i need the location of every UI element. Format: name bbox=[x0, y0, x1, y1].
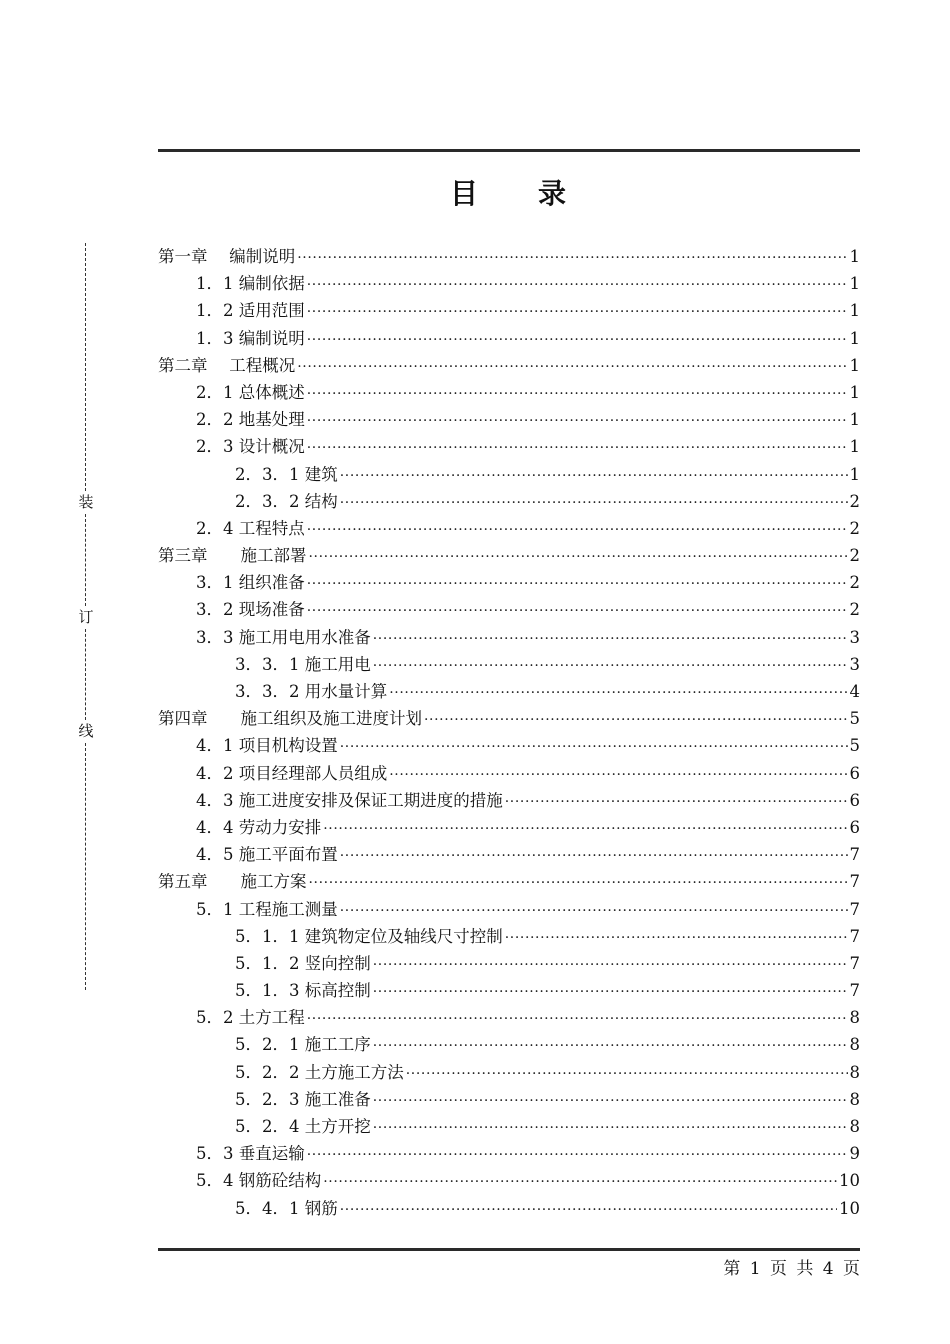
toc-page-number: 6 bbox=[849, 817, 860, 837]
toc-entry[interactable] bbox=[158, 569, 860, 596]
binding-dash-1 bbox=[85, 243, 86, 491]
toc-entry[interactable] bbox=[158, 814, 860, 841]
toc-leader-dots bbox=[309, 870, 848, 897]
toc-leader-dots bbox=[307, 1006, 848, 1033]
toc-entry[interactable] bbox=[158, 678, 860, 705]
page-title bbox=[158, 172, 860, 212]
toc-entry-label: 4．1 项目机构设置 bbox=[196, 736, 338, 756]
toc-entry-label: 5．4 钢筋砼结构 bbox=[196, 1171, 322, 1191]
binding-char-xian: 线 bbox=[76, 721, 96, 741]
toc-entry-label: 5．2．4 土方开挖 bbox=[235, 1117, 371, 1136]
toc-page-number: 1 bbox=[849, 328, 860, 348]
toc-entry-label: 5．1．1 建筑物定位及轴线尺寸控制 bbox=[235, 926, 503, 946]
toc-leader-dots bbox=[323, 1169, 837, 1196]
toc-entry-label: 4．4 劳动力安排 bbox=[196, 817, 322, 837]
toc-entry[interactable] bbox=[158, 325, 860, 352]
toc-leader-dots bbox=[340, 463, 848, 490]
toc-leader-dots bbox=[307, 1142, 848, 1169]
toc-leader-dots bbox=[307, 299, 848, 326]
toc-entry[interactable] bbox=[158, 433, 860, 460]
toc-page-number: 6 bbox=[849, 763, 860, 783]
toc-page-number: 7 bbox=[849, 926, 860, 946]
toc-entry-label: 5．1．3 标高控制 bbox=[235, 981, 371, 1001]
toc-entry-label: 第一章 编制说明 bbox=[158, 247, 296, 266]
toc-entry[interactable] bbox=[158, 651, 860, 678]
table-of-contents bbox=[158, 243, 860, 1222]
toc-entry[interactable] bbox=[158, 841, 860, 868]
toc-entry-label: 2．3．1 建筑 bbox=[235, 464, 338, 484]
toc-leader-dots bbox=[373, 1088, 848, 1115]
toc-page-number: 3 bbox=[849, 654, 860, 674]
toc-page-number: 7 bbox=[849, 845, 860, 865]
toc-leader-dots bbox=[307, 381, 848, 408]
toc-entry[interactable] bbox=[158, 297, 860, 324]
toc-entry-label: 5．2．1 施工工序 bbox=[235, 1035, 371, 1055]
toc-leader-dots bbox=[373, 979, 848, 1006]
toc-entry[interactable] bbox=[158, 705, 860, 732]
toc-leader-dots bbox=[389, 680, 847, 707]
toc-page-number: 7 bbox=[849, 899, 860, 919]
toc-leader-dots bbox=[505, 789, 848, 816]
toc-page-number: 2 bbox=[849, 518, 860, 538]
toc-page-number: 10 bbox=[839, 1198, 860, 1218]
binding-dash-3 bbox=[85, 629, 86, 720]
toc-entry[interactable] bbox=[158, 406, 860, 433]
binding-dash-2 bbox=[85, 514, 86, 606]
toc-page-number: 4 bbox=[849, 682, 860, 701]
toc-entry-label: 5．1．2 竖向控制 bbox=[235, 953, 371, 973]
toc-entry-label: 2．4 工程特点 bbox=[196, 518, 305, 538]
toc-entry-label: 4．2 项目经理部人员组成 bbox=[196, 763, 388, 783]
toc-page-number: 2 bbox=[849, 600, 860, 620]
toc-entry-label: 5．2．3 施工准备 bbox=[235, 1089, 371, 1109]
footer-rule bbox=[158, 1248, 860, 1251]
toc-page-number: 8 bbox=[849, 1035, 860, 1055]
toc-entry[interactable] bbox=[158, 461, 860, 488]
toc-leader-dots bbox=[373, 653, 848, 680]
toc-page-number: 7 bbox=[849, 872, 860, 892]
toc-entry-label: 5．2．2 土方施工方法 bbox=[235, 1062, 404, 1082]
toc-leader-dots bbox=[307, 327, 848, 354]
toc-page-number: 1 bbox=[849, 274, 860, 294]
toc-entry-label: 2．2 地基处理 bbox=[196, 410, 305, 430]
toc-page-number: 1 bbox=[849, 355, 860, 375]
toc-entry[interactable] bbox=[158, 624, 860, 651]
header-rule bbox=[158, 149, 860, 152]
toc-entry-label: 第三章 施工部署 bbox=[158, 546, 307, 566]
toc-page-number: 5 bbox=[849, 736, 860, 756]
toc-page-number: 2 bbox=[849, 546, 860, 566]
toc-entry[interactable] bbox=[158, 515, 860, 542]
toc-entry-label: 1．2 适用范围 bbox=[196, 301, 305, 321]
toc-entry[interactable] bbox=[158, 977, 860, 1004]
toc-entry-label: 5．2 土方工程 bbox=[196, 1008, 305, 1028]
toc-leader-dots bbox=[309, 544, 848, 571]
toc-entry-label: 3．3．1 施工用电 bbox=[235, 654, 371, 674]
toc-entry-label: 2．3 设计概况 bbox=[196, 437, 305, 457]
toc-entry-label: 1．3 编制说明 bbox=[196, 328, 305, 348]
toc-leader-dots bbox=[307, 272, 848, 299]
toc-leader-dots bbox=[373, 1033, 848, 1060]
toc-entry[interactable] bbox=[158, 760, 860, 787]
toc-entry-label: 3．3 施工用电用水准备 bbox=[196, 627, 371, 647]
toc-page-number: 1 bbox=[849, 410, 860, 430]
toc-leader-dots bbox=[307, 517, 848, 544]
toc-entry-label: 第五章 施工方案 bbox=[158, 872, 307, 892]
toc-page-number: 8 bbox=[849, 1117, 860, 1136]
toc-leader-dots bbox=[505, 925, 848, 952]
toc-leader-dots bbox=[340, 490, 848, 517]
toc-entry[interactable] bbox=[158, 1086, 860, 1113]
toc-leader-dots bbox=[424, 707, 848, 734]
toc-page-number: 1 bbox=[849, 437, 860, 457]
toc-page-number: 8 bbox=[849, 1008, 860, 1028]
toc-entry[interactable] bbox=[158, 243, 860, 270]
toc-entry[interactable] bbox=[158, 1113, 860, 1140]
binding-char-zhuang: 装 bbox=[76, 492, 96, 512]
toc-page-number: 8 bbox=[849, 1062, 860, 1082]
toc-entry-label: 2．1 总体概述 bbox=[196, 382, 305, 402]
toc-entry-label: 2．3．2 结构 bbox=[235, 491, 338, 511]
page-footer: 第 1 页 共 4 页 bbox=[723, 1259, 860, 1279]
toc-page-number: 1 bbox=[849, 464, 860, 484]
toc-leader-dots bbox=[307, 408, 848, 435]
toc-entry-label: 1．1 编制依据 bbox=[196, 274, 305, 294]
toc-page-number: 3 bbox=[849, 627, 860, 647]
toc-leader-dots bbox=[340, 843, 848, 870]
toc-leader-dots bbox=[406, 1061, 848, 1088]
toc-page-number: 9 bbox=[849, 1144, 860, 1164]
toc-entry[interactable] bbox=[158, 1031, 860, 1058]
toc-entry[interactable] bbox=[158, 896, 860, 923]
toc-entry[interactable] bbox=[158, 1004, 860, 1031]
toc-page-number: 2 bbox=[849, 491, 860, 511]
toc-entry-label: 3．2 现场准备 bbox=[196, 600, 305, 620]
title-char-left: 目 bbox=[449, 177, 480, 210]
toc-entry-label: 4．5 施工平面布置 bbox=[196, 845, 338, 865]
toc-entry[interactable] bbox=[158, 270, 860, 297]
binding-dash-4 bbox=[85, 743, 86, 990]
toc-page-number: 5 bbox=[849, 709, 860, 729]
toc-page-number: 7 bbox=[849, 981, 860, 1001]
toc-entry-label: 3．3．2 用水量计算 bbox=[235, 682, 388, 701]
toc-entry-label: 第二章 工程概况 bbox=[158, 355, 296, 375]
toc-entry-label: 5．1 工程施工测量 bbox=[196, 899, 338, 919]
toc-page-number: 8 bbox=[849, 1089, 860, 1109]
toc-entry-label: 3．1 组织准备 bbox=[196, 573, 305, 593]
toc-page-number: 10 bbox=[839, 1171, 860, 1191]
toc-leader-dots bbox=[373, 952, 848, 979]
toc-leader-dots bbox=[323, 816, 847, 843]
toc-page-number: 1 bbox=[849, 382, 860, 402]
toc-page-number: 1 bbox=[849, 301, 860, 321]
toc-leader-dots bbox=[307, 571, 848, 598]
toc-leader-dots bbox=[389, 762, 847, 789]
toc-page-number: 6 bbox=[849, 790, 860, 810]
toc-page-number: 1 bbox=[849, 247, 860, 266]
toc-entry[interactable] bbox=[158, 732, 860, 759]
toc-entry[interactable] bbox=[158, 950, 860, 977]
toc-leader-dots bbox=[297, 245, 847, 272]
toc-leader-dots bbox=[373, 1115, 848, 1142]
toc-page-number: 2 bbox=[849, 573, 860, 593]
toc-entry[interactable] bbox=[158, 1167, 860, 1194]
toc-entry[interactable] bbox=[158, 1059, 860, 1086]
toc-entry[interactable] bbox=[158, 1140, 860, 1167]
toc-leader-dots bbox=[297, 354, 847, 381]
toc-leader-dots bbox=[340, 734, 848, 761]
toc-entry[interactable] bbox=[158, 488, 860, 515]
binding-line bbox=[76, 243, 96, 990]
toc-entry[interactable] bbox=[158, 787, 860, 814]
toc-entry-label: 第四章 施工组织及施工进度计划 bbox=[158, 709, 422, 729]
toc-leader-dots bbox=[340, 1197, 837, 1224]
toc-entry[interactable] bbox=[158, 923, 860, 950]
title-char-right: 录 bbox=[538, 177, 569, 210]
toc-entry[interactable] bbox=[158, 379, 860, 406]
toc-leader-dots bbox=[307, 435, 848, 462]
toc-page-number: 7 bbox=[849, 953, 860, 973]
toc-entry[interactable] bbox=[158, 868, 860, 895]
toc-leader-dots bbox=[340, 898, 848, 925]
toc-leader-dots bbox=[307, 598, 848, 625]
toc-entry-label: 4．3 施工进度安排及保证工期进度的措施 bbox=[196, 790, 503, 810]
toc-entry[interactable] bbox=[158, 542, 860, 569]
toc-entry-label: 5．3 垂直运输 bbox=[196, 1144, 305, 1164]
toc-entry[interactable] bbox=[158, 596, 860, 623]
toc-leader-dots bbox=[373, 626, 848, 653]
toc-entry-label: 5．4．1 钢筋 bbox=[235, 1198, 338, 1218]
toc-entry[interactable] bbox=[158, 1195, 860, 1222]
binding-char-ding: 订 bbox=[76, 607, 96, 627]
toc-entry[interactable] bbox=[158, 352, 860, 379]
